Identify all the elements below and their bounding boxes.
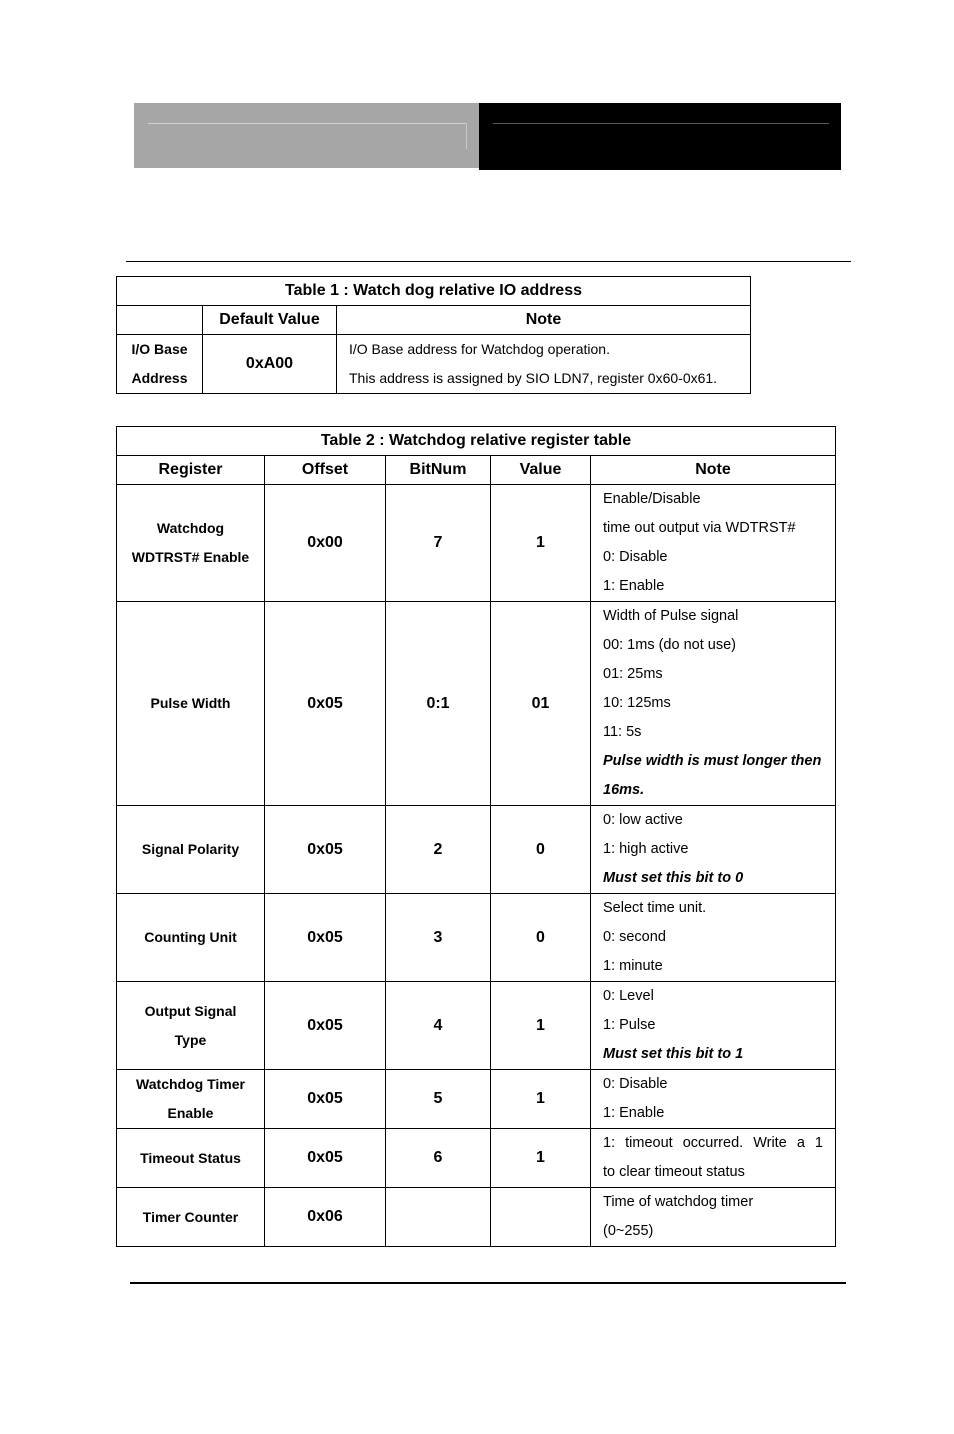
table2-title: Table 2 : Watchdog relative register table xyxy=(117,427,836,456)
note-cell xyxy=(591,894,836,982)
note-line: 1: Enable xyxy=(603,1105,665,1121)
table2-header-note: Note xyxy=(591,456,836,485)
register-cell xyxy=(117,485,265,602)
note-emphasis-line: Pulse width is must longer then xyxy=(603,753,822,769)
table2-header-register: Register xyxy=(117,456,265,485)
table-row xyxy=(117,1188,836,1247)
note-line: Time of watchdog timer xyxy=(603,1194,754,1210)
header-left-tick xyxy=(466,123,467,149)
bitnum-cell: 6 xyxy=(386,1129,491,1188)
register-label-line: Timeout Status xyxy=(140,1149,241,1166)
offset-cell: 0x05 xyxy=(265,982,386,1070)
table-row xyxy=(117,1129,836,1188)
note-line: 00: 1ms (do not use) xyxy=(603,637,736,653)
note-emphasis-line: Must set this bit to 1 xyxy=(603,1046,744,1062)
table-watchdog-registers xyxy=(116,426,836,1247)
note-emphasis-line: 16ms. xyxy=(603,782,645,798)
register-label-line: Watchdog Timer xyxy=(136,1076,245,1092)
note-line: 0: Disable xyxy=(603,549,668,565)
note-line: time out output via WDTRST# xyxy=(603,520,796,536)
bitnum-cell: 5 xyxy=(386,1070,491,1129)
note-line: 1: high active xyxy=(603,841,689,857)
offset-cell: 0x05 xyxy=(265,806,386,894)
register-label-line: Counting Unit xyxy=(144,929,237,945)
table1-header-default-value: Default Value xyxy=(203,306,337,335)
table-row xyxy=(117,982,836,1070)
table2-header-bitnum: BitNum xyxy=(386,456,491,485)
register-cell xyxy=(117,982,265,1070)
note-line: Select time unit. xyxy=(603,900,707,916)
register-label-line: Pulse Width xyxy=(150,695,231,711)
note-cell xyxy=(591,1129,836,1188)
table1-header-empty xyxy=(117,306,203,335)
note-line: to clear timeout status xyxy=(603,1164,745,1180)
bitnum-cell: 3 xyxy=(386,894,491,982)
note-line: 01: 25ms xyxy=(603,666,663,682)
note-line: 1: Pulse xyxy=(603,1017,656,1033)
note-line: 1: timeout occurred. Write a 1 xyxy=(603,1135,823,1151)
offset-cell: 0x05 xyxy=(265,602,386,806)
register-label-line: Watchdog xyxy=(156,520,225,536)
table1-title: Table 1 : Watch dog relative IO address xyxy=(117,277,751,306)
note-cell xyxy=(591,982,836,1070)
note-line: Width of Pulse signal xyxy=(603,608,739,624)
note-line: 1: Enable xyxy=(603,578,665,594)
offset-cell: 0x05 xyxy=(265,1070,386,1129)
table1-row-value: 0xA00 xyxy=(203,335,337,394)
register-cell xyxy=(117,1129,265,1188)
table1-label-line2: Address xyxy=(131,370,188,386)
note-line: 10: 125ms xyxy=(603,695,671,711)
offset-cell: 0x05 xyxy=(265,894,386,982)
register-cell xyxy=(117,602,265,806)
table-row xyxy=(117,602,836,806)
table2-header-value: Value xyxy=(491,456,591,485)
note-line: 1: minute xyxy=(603,958,663,974)
register-label-line: Signal Polarity xyxy=(141,841,240,857)
register-label-line: Output Signal xyxy=(144,1002,237,1019)
register-cell xyxy=(117,894,265,982)
offset-cell: 0x00 xyxy=(265,485,386,602)
header-left-line xyxy=(148,123,467,124)
bottom-rule xyxy=(130,1282,846,1284)
note-line: 11: 5s xyxy=(603,724,642,740)
note-line: Enable/Disable xyxy=(603,491,701,507)
bitnum-cell: 7 xyxy=(386,485,491,602)
header-banner-right xyxy=(479,103,841,170)
value-cell: 1 xyxy=(491,485,591,602)
value-cell: 0 xyxy=(491,806,591,894)
bitnum-cell xyxy=(386,1188,491,1247)
note-cell xyxy=(591,806,836,894)
table1-note-line1: I/O Base address for Watchdog operation. xyxy=(349,341,610,357)
register-label-line: Timer Counter xyxy=(142,1208,239,1225)
note-line: (0~255) xyxy=(603,1223,654,1239)
note-line: 0: Disable xyxy=(603,1076,668,1092)
note-cell xyxy=(591,602,836,806)
value-cell: 01 xyxy=(491,602,591,806)
value-cell: 1 xyxy=(491,1129,591,1188)
bitnum-cell: 2 xyxy=(386,806,491,894)
table-row xyxy=(117,894,836,982)
table1-row-label xyxy=(117,335,203,394)
note-cell xyxy=(591,1070,836,1129)
bitnum-cell: 4 xyxy=(386,982,491,1070)
note-line: 0: Level xyxy=(603,988,654,1004)
register-label-line: Enable xyxy=(167,1105,214,1121)
value-cell: 0 xyxy=(491,894,591,982)
register-label-line: Type xyxy=(174,1031,207,1048)
table-row xyxy=(117,1070,836,1129)
table2-header-offset: Offset xyxy=(265,456,386,485)
register-cell xyxy=(117,806,265,894)
table-row xyxy=(117,806,836,894)
table1-note-line2: This address is assigned by SIO LDN7, register 0x60-0x61. xyxy=(349,370,718,386)
register-cell xyxy=(117,1188,265,1247)
note-emphasis-line: Must set this bit to 0 xyxy=(603,870,744,886)
value-cell: 1 xyxy=(491,1070,591,1129)
table1-header-note: Note xyxy=(337,306,751,335)
header-banner-left xyxy=(134,103,479,168)
value-cell xyxy=(491,1188,591,1247)
table2-body xyxy=(117,485,836,1247)
offset-cell: 0x05 xyxy=(265,1129,386,1188)
table-row xyxy=(117,485,836,602)
note-cell xyxy=(591,1188,836,1247)
top-rule xyxy=(126,261,851,262)
note-cell xyxy=(591,485,836,602)
register-cell xyxy=(117,1070,265,1129)
table1-row-note xyxy=(337,335,751,394)
offset-cell: 0x06 xyxy=(265,1188,386,1247)
table-watchdog-io-address xyxy=(116,276,751,394)
note-line: 0: low active xyxy=(603,812,683,828)
table1-label-line1: I/O Base xyxy=(131,341,188,357)
bitnum-cell: 0:1 xyxy=(386,602,491,806)
value-cell: 1 xyxy=(491,982,591,1070)
register-label-line: WDTRST# Enable xyxy=(131,549,250,565)
header-right-line xyxy=(493,123,829,124)
note-line: 0: second xyxy=(603,929,666,945)
